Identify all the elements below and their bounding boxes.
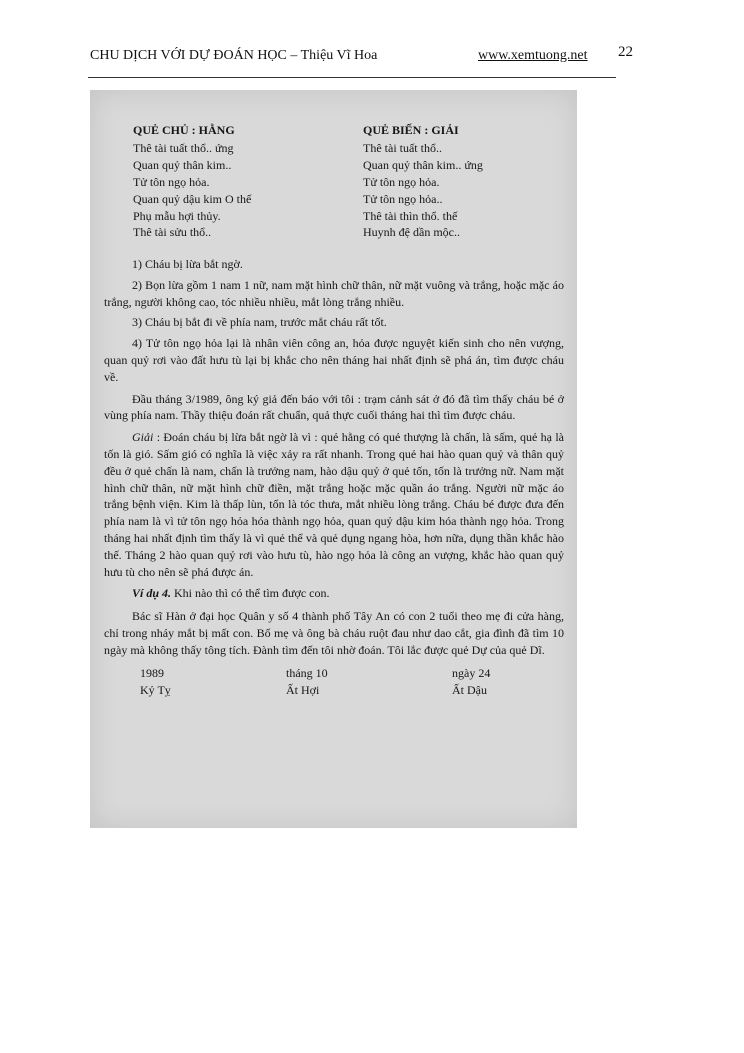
page-header xyxy=(90,44,633,68)
que-bien-lines xyxy=(363,140,583,241)
paragraph-2: 2) Bọn lừa gồm 1 nam 1 nữ, nam mặt hình chữ thân, nữ mặt vuông và trắng, hoặc mặc áo trắng, người không cao, tóc nhiều nhiều, mắt lòng trắng nhiều. xyxy=(104,277,564,309)
que-bien-line: Thê tài thìn thổ. thế xyxy=(363,208,458,223)
giai-text: : Đoán cháu bị lừa bắt ngờ là vì : quẻ hằng có quẻ thượng là chấn, là sấm, quẻ hạ là tốn là gió. Sấm gió có nghĩa là việc xảy ra rất nhanh. Trong quẻ hai hào quan quỷ và thân quỷ đều ở quẻ chấn là nam, chấn là trưởng nam, hào dậu quỷ ở quẻ tốn, tốn là trưởng nữ. Nam mặt hình chữ thân, nữ mặt hình chữ điền, mặt trắng hoặc mặc quần áo trắng. Người nữ mặc áo trắng bệnh viện. Kim là thấp lùn, tốn là tóc thưa, mắt nhiều lòng trắng. Cháu bé được đưa đến phía nam là vì tử tôn ngọ hỏa hóa thành ngọ hỏa, quan quỷ dậu kim hóa thành ngọ hỏa. Trong tháng hai nhất định tìm thấy là vì quẻ thể và quẻ dụng ngang hòa, hơn nữa, dụng thần khắc hào thế. Tháng 2 hào quan quỷ rơi vào hưu tù, hào ngọ hỏa là công an vượng, khắc hào quan quỷ hưu tù cho nên sẽ phá được án. xyxy=(104,430,564,579)
header-rule xyxy=(88,77,616,78)
que-chu-line: Thê tài tuất thổ.. ứng xyxy=(133,141,234,155)
website-link[interactable]: www.xemtuong.net xyxy=(478,48,588,63)
que-bien-line: Tử tôn ngọ hỏa.. xyxy=(363,191,443,206)
giai-label: Giải xyxy=(132,430,154,445)
paragraph-3: 3) Cháu bị bắt đi về phía nam, trước mắt cháu rất tốt. xyxy=(132,315,387,330)
date-year-canchi: Kỷ Tỵ xyxy=(140,682,171,697)
paragraph-4: 4) Tử tôn ngọ hỏa lại là nhân viên công an, hỏa được nguyệt kiến sinh cho nên vượng, quan quỷ rơi vào đất hưu tù lại bị khắc cho nên tháng hai nhất định sẽ phá án, tìm được cháu về. xyxy=(104,336,564,384)
que-chu-line: Quan quỷ dậu kim O thế xyxy=(133,191,252,206)
date-day: ngày 24 xyxy=(452,665,491,680)
hexagram-columns xyxy=(104,140,564,244)
que-chu-heading: QUẺ CHỦ : HẰNG xyxy=(133,123,235,137)
que-bien-line: Huynh đệ dần mộc.. xyxy=(363,225,460,240)
scanned-page-image xyxy=(90,90,577,828)
scanned-text xyxy=(104,122,564,701)
que-chu-lines xyxy=(133,140,353,241)
que-chu-line: Tử tôn ngọ hỏa. xyxy=(133,174,210,189)
date-year: 1989 xyxy=(140,665,164,680)
date-month-canchi: Ất Hợi xyxy=(286,682,320,697)
example-heading xyxy=(104,585,564,602)
paragraph-5: Đầu tháng 3/1989, ông ký giả đến báo với tôi : trạm cảnh sát ở đó đã tìm thấy cháu bé ở vùng phía nam. Thầy thiệu đoán rất chuẩn, quả thực cuối tháng hai thì tìm được cháu. xyxy=(104,391,564,423)
book-title: CHU DỊCH VỚI DỰ ĐOÁN HỌC – Thiệu Vĩ Hoa xyxy=(90,48,378,63)
date-table xyxy=(104,665,564,701)
que-chu-line: Thê tài sửu thổ.. xyxy=(133,225,212,240)
que-bien-line: Tử tôn ngọ hỏa. xyxy=(363,174,440,189)
hexagram-headings xyxy=(104,122,564,140)
paragraph-7: Bác sĩ Hàn ở đại học Quân y số 4 thành phố Tây An có con 2 tuổi theo mẹ đi cửa hàng, chỉ trong nháy mắt bị mất con. Bố mẹ và ông bà cháu ruột đau như dao cắt, gia đình đã tìm 10 ngày mà không thấy tông tích. Đành tìm đến tôi nhờ đoán. Tôi lắc được quẻ Dự của quẻ Dĩ. xyxy=(104,609,564,657)
paragraph-giai xyxy=(104,429,564,580)
que-chu-line: Quan quỷ thân kim.. xyxy=(133,157,232,172)
que-bien-line: Thê tài tuất thổ.. xyxy=(363,141,442,155)
date-month: tháng 10 xyxy=(286,665,328,680)
que-bien-heading: QUẺ BIẾN : GIẢI xyxy=(363,123,459,137)
que-chu-line: Phụ mẫu hợi thủy. xyxy=(133,208,221,223)
example-text: Khi nào thì có thể tìm được con. xyxy=(171,586,330,601)
que-bien-line: Quan quỷ thân kim.. ứng xyxy=(363,157,483,172)
date-day-canchi: Ất Dậu xyxy=(452,682,487,697)
page-number: 22 xyxy=(618,44,633,60)
paragraph-1: 1) Cháu bị lừa bắt ngờ. xyxy=(132,257,243,271)
example-label: Ví dụ 4. xyxy=(132,586,172,601)
